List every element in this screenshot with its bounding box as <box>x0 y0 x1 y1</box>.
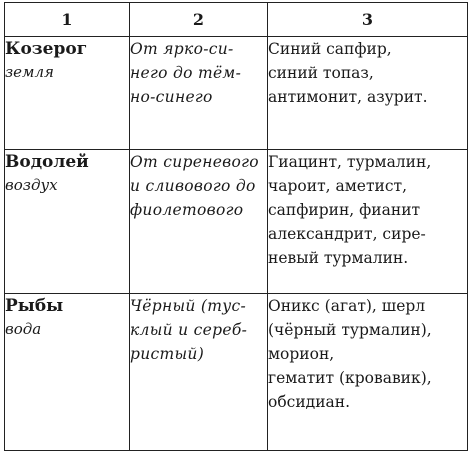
column-header-1: 1 <box>5 3 130 37</box>
color-cell <box>130 37 268 150</box>
table-row <box>5 294 468 451</box>
sign-name: Водолей <box>5 152 89 172</box>
table-row <box>5 37 468 150</box>
stone-line: синий топаз, <box>268 64 374 82</box>
stone-line: (чёрный турмалин), <box>268 321 432 339</box>
table-row <box>5 150 468 294</box>
sign-cell <box>5 294 130 451</box>
zodiac-stones-table <box>4 2 468 451</box>
color-line: фиолетового <box>130 201 244 219</box>
stone-line: Синий сапфир, <box>268 40 392 58</box>
stones-cell <box>268 150 468 294</box>
color-line: и сливового до <box>130 177 256 195</box>
color-line: ристый) <box>130 345 205 363</box>
stone-line: сапфирин, фианит <box>268 201 421 219</box>
stone-line: невый турмалин. <box>268 249 409 267</box>
stone-line: антимонит, азурит. <box>268 88 428 106</box>
stone-line: гематит (кровавик), <box>268 369 432 387</box>
stone-line: Гиацинт, турмалин, <box>268 153 432 171</box>
sign-element: воздух <box>5 176 58 194</box>
sign-name: Рыбы <box>5 296 64 316</box>
stone-line: обсидиан. <box>268 393 351 411</box>
color-line: него до тём- <box>130 64 242 82</box>
column-header-3: 3 <box>268 3 468 37</box>
header-row <box>5 3 468 37</box>
sign-name: Козерог <box>5 39 88 59</box>
sign-element: земля <box>5 63 54 81</box>
sign-cell <box>5 37 130 150</box>
column-header-2: 2 <box>130 3 268 37</box>
stone-line: Оникс (агат), шерл <box>268 297 426 315</box>
stone-line: морион, <box>268 345 335 363</box>
sign-cell <box>5 150 130 294</box>
stones-cell <box>268 294 468 451</box>
color-line: От сиреневого <box>130 153 259 171</box>
color-cell <box>130 294 268 451</box>
color-line: клый и сереб- <box>130 321 248 339</box>
color-line: Чёрный (тус- <box>130 297 247 315</box>
stones-cell <box>268 37 468 150</box>
stone-line: чароит, аметист, <box>268 177 408 195</box>
sign-element: вода <box>5 320 42 338</box>
stone-line: александрит, сире- <box>268 225 426 243</box>
color-cell <box>130 150 268 294</box>
color-line: но-синего <box>130 88 213 106</box>
color-line: От ярко-си- <box>130 40 234 58</box>
